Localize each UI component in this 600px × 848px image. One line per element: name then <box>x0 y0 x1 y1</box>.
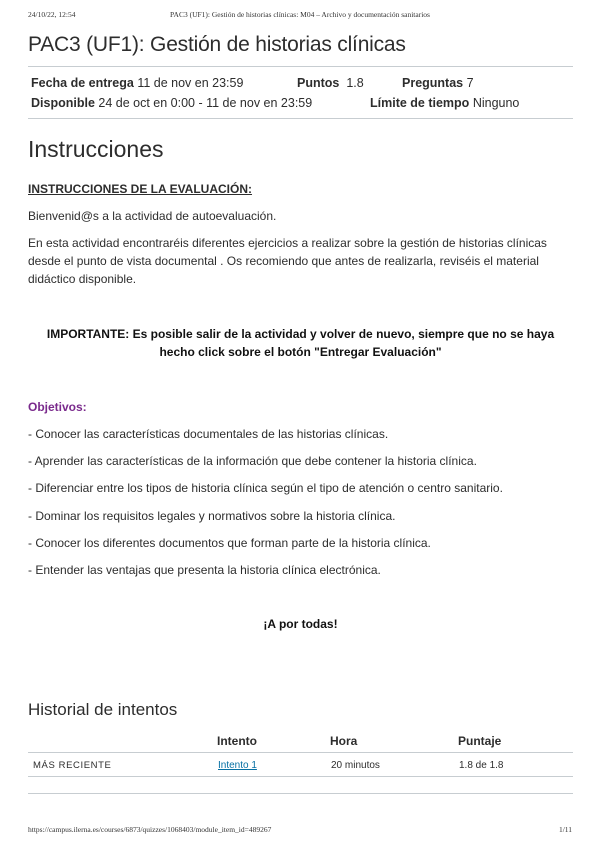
attempt-history-heading: Historial de intentos <box>28 700 178 719</box>
table-header-divider <box>28 752 573 753</box>
important-notice <box>28 325 573 361</box>
objective-item: - Entender las ventajas que presenta la historia clínica electrónica. <box>28 563 381 577</box>
objective-item: - Conocer los diferentes documentos que forman parte de la historia clínica. <box>28 536 431 550</box>
time-limit-value: Ninguno <box>472 96 520 110</box>
attempt-score: 1.8 de 1.8 <box>459 760 504 771</box>
column-header-time: Hora <box>330 734 358 748</box>
intro-paragraph <box>28 234 558 288</box>
print-footer-page: 1/11 <box>558 825 572 834</box>
print-header-title: PAC3 (UF1): Gestión de historias clínicas: M04 – Archivo y documentación sanitarios <box>170 10 430 19</box>
objectives-heading <box>28 398 558 416</box>
intro-line: desde el punto de vista documental . Os recomiendo que antes de realizarla, reviséis el material <box>28 254 539 268</box>
questions-label: Preguntas <box>402 76 464 90</box>
divider <box>28 66 573 67</box>
intro-line: En esta actividad encontraréis diferentes ejercicios a realizar sobre la gestión de historias clínicas <box>28 236 547 250</box>
attempt-link[interactable]: Intento 1 <box>218 760 257 771</box>
available-label: Disponible <box>31 96 95 110</box>
instructions-heading: Instrucciones <box>28 136 164 162</box>
divider <box>28 118 573 119</box>
time-limit <box>370 96 519 110</box>
attempt-row-label: MÁS RECIENTE <box>33 760 112 771</box>
table-row-divider <box>28 776 573 777</box>
points <box>297 76 364 90</box>
due-label: Fecha de entrega <box>31 76 134 90</box>
points-label: Puntos <box>297 76 340 90</box>
evaluation-instructions-label: INSTRUCCIONES DE LA EVALUACIÓN: <box>28 182 253 196</box>
divider <box>28 793 573 794</box>
objective-item: - Diferenciar entre los tipos de historia clínica según el tipo de atención o centro sanitario. <box>28 481 503 495</box>
important-line: IMPORTANTE: Es posible salir de la actividad y volver de nuevo, siempre que no se haya <box>46 327 555 341</box>
due-date <box>31 76 243 90</box>
questions <box>402 76 474 90</box>
intro-line: didáctico disponible. <box>28 272 137 286</box>
closing-text: ¡A por todas! <box>263 617 338 631</box>
objective-item: - Aprender las características de la información que debe contener la historia clínica. <box>28 454 477 468</box>
attempt-time: 20 minutos <box>331 760 380 771</box>
due-value: 11 de nov en 23:59 <box>137 76 244 90</box>
objective-item: - Dominar los requisitos legales y normativos sobre la historia clínica. <box>28 509 396 523</box>
objective-item: - Conocer las características documentales de las historias clínicas. <box>28 427 389 441</box>
page-title: PAC3 (UF1): Gestión de historias clínicas <box>28 33 406 56</box>
print-header-datetime: 24/10/22, 12:54 <box>28 10 76 19</box>
objectives-label: Objetivos: <box>28 400 87 414</box>
column-header-score: Puntaje <box>458 734 502 748</box>
welcome-text: Bienvenid@s a la actividad de autoevaluación. <box>28 209 277 223</box>
questions-value: 7 <box>466 76 474 90</box>
points-value: 1.8 <box>346 76 364 90</box>
print-footer-url: https://campus.ilerna.es/courses/6873/quizzes/1068403/module_item_id=489267 <box>28 825 272 834</box>
column-header-attempt: Intento <box>217 734 257 748</box>
evaluation-instructions-heading <box>28 180 558 198</box>
availability <box>31 96 312 110</box>
time-limit-label: Límite de tiempo <box>370 96 470 110</box>
important-line: hecho click sobre el botón "Entregar Evaluación" <box>159 345 442 359</box>
available-value: 24 de oct en 0:00 - 11 de nov en 23:59 <box>98 96 313 110</box>
